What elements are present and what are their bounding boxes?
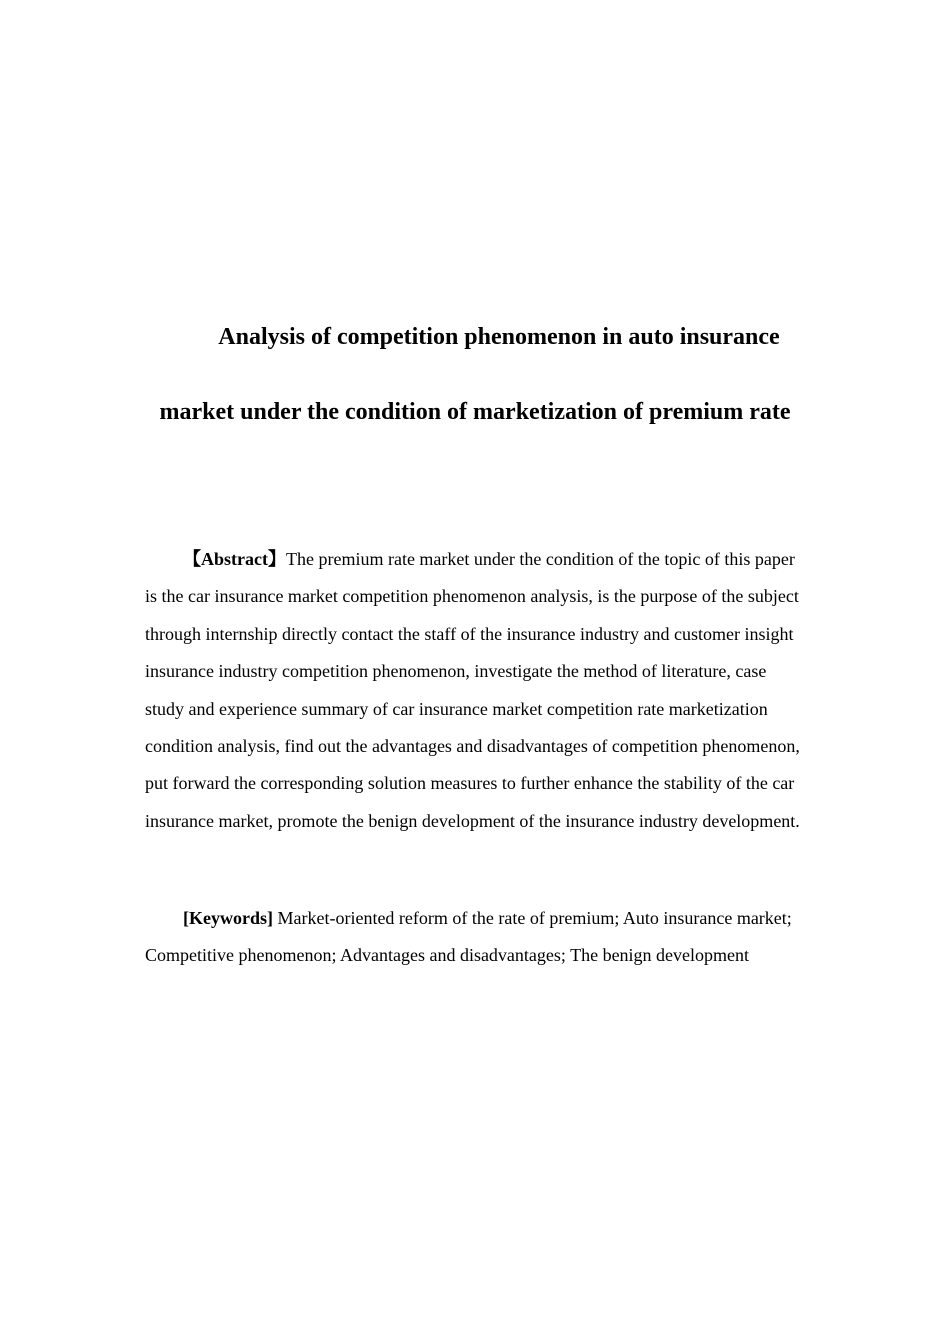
abstract-text: The premium rate market under the condition of the topic of this paper is the car insurance market competition phenomenon analysis, is the purpose of the subject through internship directly contact the staff of the insurance industry and customer insight insurance industry competition phenomenon, investigate the method of literature, case study and experience summary of car insurance market competition rate marketization condition analysis, find out the advantages and disadvantages of competition phenomenon, put forward the corresponding solution measures to further enhance the stability of the car insurance market, promote the benign development of the insurance industry development. <box>145 549 800 831</box>
paper-title: Analysis of competition phenomenon in auto insurance market under the condition of marketization of premium rate <box>159 324 791 425</box>
keywords-paragraph <box>145 900 805 975</box>
keywords-text: Market-oriented reform of the rate of premium; Auto insurance market; Competitive phenomenon; Advantages and disadvantages; The benign development <box>145 908 792 966</box>
abstract-label: 【Abstract】 <box>183 549 286 569</box>
keywords-label: [Keywords] <box>183 908 273 928</box>
abstract-paragraph <box>145 541 805 840</box>
